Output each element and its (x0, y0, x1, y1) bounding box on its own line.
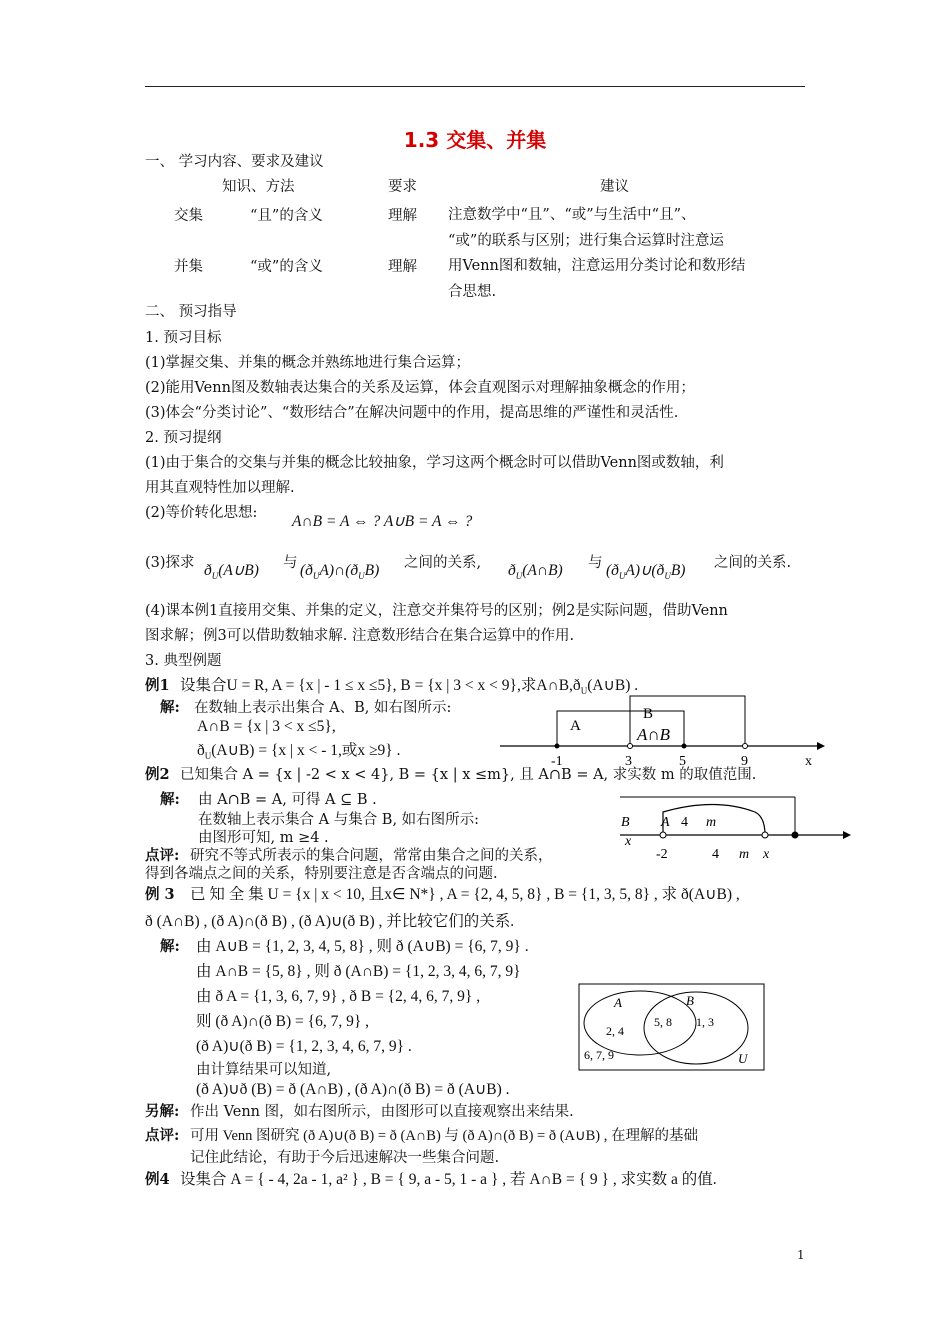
ex2-label: 例2 (145, 766, 170, 783)
tick-minus2: -2 (656, 847, 668, 862)
ex3-question: 已 知 全 集 U = {x | x < 10, 且x∈ N*} , A = {2, 4, 5, 8} , B = {1, 3, 5, 8} , 求 ð (190, 886, 689, 903)
col-require: 要求 (388, 179, 417, 195)
ex3-sol-7: (ð A)∪ð (B) = ð (A∩B) , (ð A)∩(ð B) = ð (A∪B) . (196, 1081, 510, 1098)
row1-topic: 交集 (174, 208, 203, 224)
point-3 (628, 744, 633, 749)
outline-heading: 2. 预习提纲 (145, 430, 222, 446)
complement-symbol: ð (197, 742, 205, 759)
ex3-text (190, 885, 740, 905)
tick-3: 3 (625, 754, 632, 769)
ex2-comment-label: 点评: (145, 847, 180, 864)
ex3-sol-2: 由 A∩B = {5, 8} , 则 ð (A∩B) = {1, 2, 3, 4, 6, 7, 9} (196, 963, 521, 980)
advice-line: “或”的联系与区别；进行集合运算时注意运 (448, 232, 724, 249)
ex3-question-tail: (A∪B) , (688, 886, 740, 903)
region-intersection: 5, 8 (654, 1015, 672, 1029)
subscript-u: U (664, 571, 671, 582)
region-b-only: 1, 3 (696, 1015, 714, 1029)
tick-9: 9 (741, 754, 748, 769)
row1-method: “且”的含义 (250, 208, 323, 224)
subscript-u: U (580, 686, 588, 697)
point-5 (682, 744, 687, 749)
section1-heading: 一、 学习内容、要求及建议 (145, 154, 324, 170)
set-a-circle (584, 991, 696, 1055)
tick-5: 5 (679, 754, 686, 769)
axis-arrow (817, 742, 825, 750)
ex3-comment-2: 记住此结论，有助于今后迅速解决一些集合问题. (190, 1150, 500, 1166)
expr-part: A)∪(ð (625, 562, 665, 579)
outline-3-expr4 (606, 561, 685, 586)
row2-method: “或”的含义 (250, 259, 323, 275)
ex2-solution-label: 解: (160, 791, 180, 808)
col-knowledge: 知识、方法 (222, 179, 295, 195)
complement-symbol: ð (508, 562, 516, 579)
ex2-number-line-figure (615, 792, 855, 864)
label-a: A (661, 815, 670, 830)
label-b: B (621, 815, 630, 830)
outline-3-label: (3)探求 (145, 555, 195, 571)
outline-4a: (4)课本例1直接用交集、并集的定义，注意交并集符号的区别；例2是实际问题，借助Venn (145, 603, 728, 619)
expr-part: B) (364, 562, 380, 579)
ex4-text: 设集合 A = { - 4, 2a - 1, a² } , B = { 9, a - 5, 1 - a } , 若 A∩B = { 9 } , 求实数 a 的值. (180, 1171, 717, 1188)
outline-2: (2)等价转化思想: (145, 505, 258, 521)
ex2-comment-1: 研究不等式所表示的集合问题，常常由集合之间的关系， (190, 848, 553, 864)
ex1-solution-label: 解: (160, 699, 180, 716)
expr-part: (ð (300, 562, 313, 579)
outline-3-rel2: 之间的关系. (714, 555, 792, 571)
point-4 (762, 832, 768, 838)
outline-3-expr (204, 561, 259, 586)
ex2-sol-2: 在数轴上表示集合 A 与集合 B, 如右图所示: (198, 812, 480, 828)
section2-heading: 二、 预习指导 (145, 304, 237, 320)
ex3-comment-1: 可用 Venn 图研究 (ð A)∪(ð B) = ð (A∩B) 与 (ð A)∩(ð B) = ð (A∪B) , 在理解的基础 (190, 1128, 698, 1144)
outline-3-with: 与 (283, 555, 298, 571)
tick-minus1: -1 (551, 754, 563, 769)
subscript-u: U (618, 571, 626, 582)
tick-x: x (763, 847, 770, 862)
point-minus2 (660, 832, 666, 838)
ex1-question-tail: (A∪B) . (587, 677, 639, 694)
preview-goal-heading: 1. 预习目标 (145, 330, 222, 346)
outline-3-expr2 (300, 561, 379, 586)
region-a-only: 2, 4 (606, 1024, 624, 1038)
label-x: x (625, 834, 632, 849)
axis-arrow (843, 831, 851, 839)
point-m (792, 832, 799, 839)
axis-x-label: x (805, 754, 812, 769)
label-a: A (614, 995, 622, 1010)
outline-2-math: A∩B = A ⇔ ? A∪B = A ⇔ ? (292, 513, 473, 530)
row1-requirement: 理解 (388, 208, 417, 224)
label-b: B (643, 706, 654, 722)
outline-3-rel: 之间的关系, (404, 555, 482, 571)
ex3-comment-label: 点评: (145, 1127, 180, 1144)
expr-part: B) (670, 562, 686, 579)
ex2-sol-1: 由 A∩B = A, 可得 A ⊆ B . (198, 792, 377, 808)
complement-symbol: ð (204, 562, 212, 579)
ex2-text: 已知集合 A = {x | -2 < x < 4}, B = {x | x ≤m}, 且 A∩B = A, 求实数 m 的取值范围. (180, 767, 757, 783)
outline-3-expr3 (508, 561, 563, 586)
row2-topic: 并集 (174, 259, 203, 275)
ex3-sol-4: 则 (ð A)∩(ð B) = {6, 7, 9} , (196, 1013, 370, 1030)
ex1-sol-1: 在数轴上表示出集合 A、B, 如右图所示: (194, 700, 452, 716)
label-u: U (738, 1051, 748, 1066)
tick-m: m (739, 847, 750, 862)
point-minus1 (555, 744, 560, 749)
ex3-alt: 作出 Venn 图，如右图所示，由图形可以直接观察出来结果. (190, 1104, 574, 1120)
ex3-label: 例 3 (145, 886, 175, 903)
expr-part: (A∪B) (218, 562, 259, 579)
subscript-u: U (312, 571, 320, 582)
expr-part: (A∩B) (522, 562, 563, 579)
subscript-u: U (204, 751, 212, 762)
tick-4: 4 (712, 847, 719, 862)
label-a-cap-b: A∩B (637, 725, 671, 744)
ex1-sol-3-expr: (A∪B) = {x | x < - 1,或x ≥9} . (211, 742, 401, 759)
outline-1b: 用其直观特性加以理解. (145, 480, 295, 496)
header-rule (145, 86, 805, 87)
ex3-venn-diagram (578, 983, 768, 1073)
expr-part: A)∩(ð (319, 562, 359, 579)
label-m: m (706, 815, 717, 830)
subscript-u: U (358, 571, 365, 582)
ex3-sol-6: 由计算结果可以知道, (196, 1062, 332, 1078)
ex3-sol-3: 由 ð A = {1, 3, 6, 7, 9} , ð B = {2, 4, 6, 7, 9} , (196, 988, 481, 1005)
outline-3-with2: 与 (588, 555, 603, 571)
outline-4b: 图求解；例3可以借助数轴求解. 注意数形结合在集合运算中的作用. (145, 628, 575, 644)
ex4-label: 例4 (145, 1171, 170, 1188)
page-number: 1 (797, 1248, 805, 1262)
goal-2: (2)能用Venn图及数轴表达集合的关系及运算，体会直观图示对理解抽象概念的作用； (145, 380, 695, 396)
label-b: B (686, 993, 694, 1008)
ex3-line-2: ð (A∩B) , (ð A)∩(ð B) , (ð A)∪(ð B) , 并比较它们的关系. (145, 913, 515, 930)
ex1-label: 例1 (145, 677, 170, 694)
label-a: A (570, 718, 581, 734)
goal-1: (1)掌握交集、并集的概念并熟练地进行集合运算； (145, 355, 471, 371)
ex1-sol-3 (197, 741, 400, 766)
region-outside: 6, 7, 9 (584, 1048, 614, 1062)
ex2-comment-2: 得到各端点之间的关系，特别要注意是否含端点的问题. (145, 866, 498, 882)
expr-part: (ð (606, 562, 619, 579)
ex1-number-line-figure (495, 695, 825, 775)
point-9 (743, 744, 748, 749)
advice-line: 用Venn图和数轴，注意运用分类讨论和数形结 (448, 258, 746, 274)
goal-3: (3)体会“分类讨论”、“数形结合”在解决问题中的作用，提高思维的严谨性和灵活性. (145, 405, 679, 421)
ex2-sol-3: 由图形可知, m ≥4 . (198, 830, 329, 846)
outline-1a: (1)由于集合的交集与并集的概念比较抽象，学习这两个概念时可以借助Venn图或数轴，利 (145, 455, 724, 471)
advice-line: 合思想. (448, 283, 497, 300)
advice-line: 注意数学中“且”、“或”与生活中“且”、 (448, 207, 696, 223)
ex1-sol-2: A∩B = {x | 3 < x ≤5}, (197, 718, 336, 735)
row2-requirement: 理解 (388, 259, 417, 275)
ex3-solution-label: 解: (160, 938, 180, 955)
ex1-question: 设集合U = R, A = {x | - 1 ≤ x ≤5}, B = {x | 3 < x < 9},求A∩B,ð (180, 677, 581, 694)
label-4: 4 (681, 815, 688, 830)
advice-text (448, 203, 745, 305)
ex3-sol-1: 由 A∪B = {1, 2, 3, 4, 5, 8} , 则 ð (A∪B) = {6, 7, 9} . (196, 938, 529, 955)
ex3-alt-label: 另解: (145, 1103, 180, 1120)
ex3-sol-5: (ð A)∪(ð B) = {1, 2, 3, 4, 6, 7, 9} . (196, 1038, 412, 1055)
subscript-u: U (515, 571, 523, 582)
subscript-u: U (211, 571, 219, 582)
page-title: 1.3 交集、并集 (403, 128, 547, 152)
examples-heading: 3. 典型例题 (145, 653, 222, 669)
col-advice: 建议 (600, 179, 629, 195)
